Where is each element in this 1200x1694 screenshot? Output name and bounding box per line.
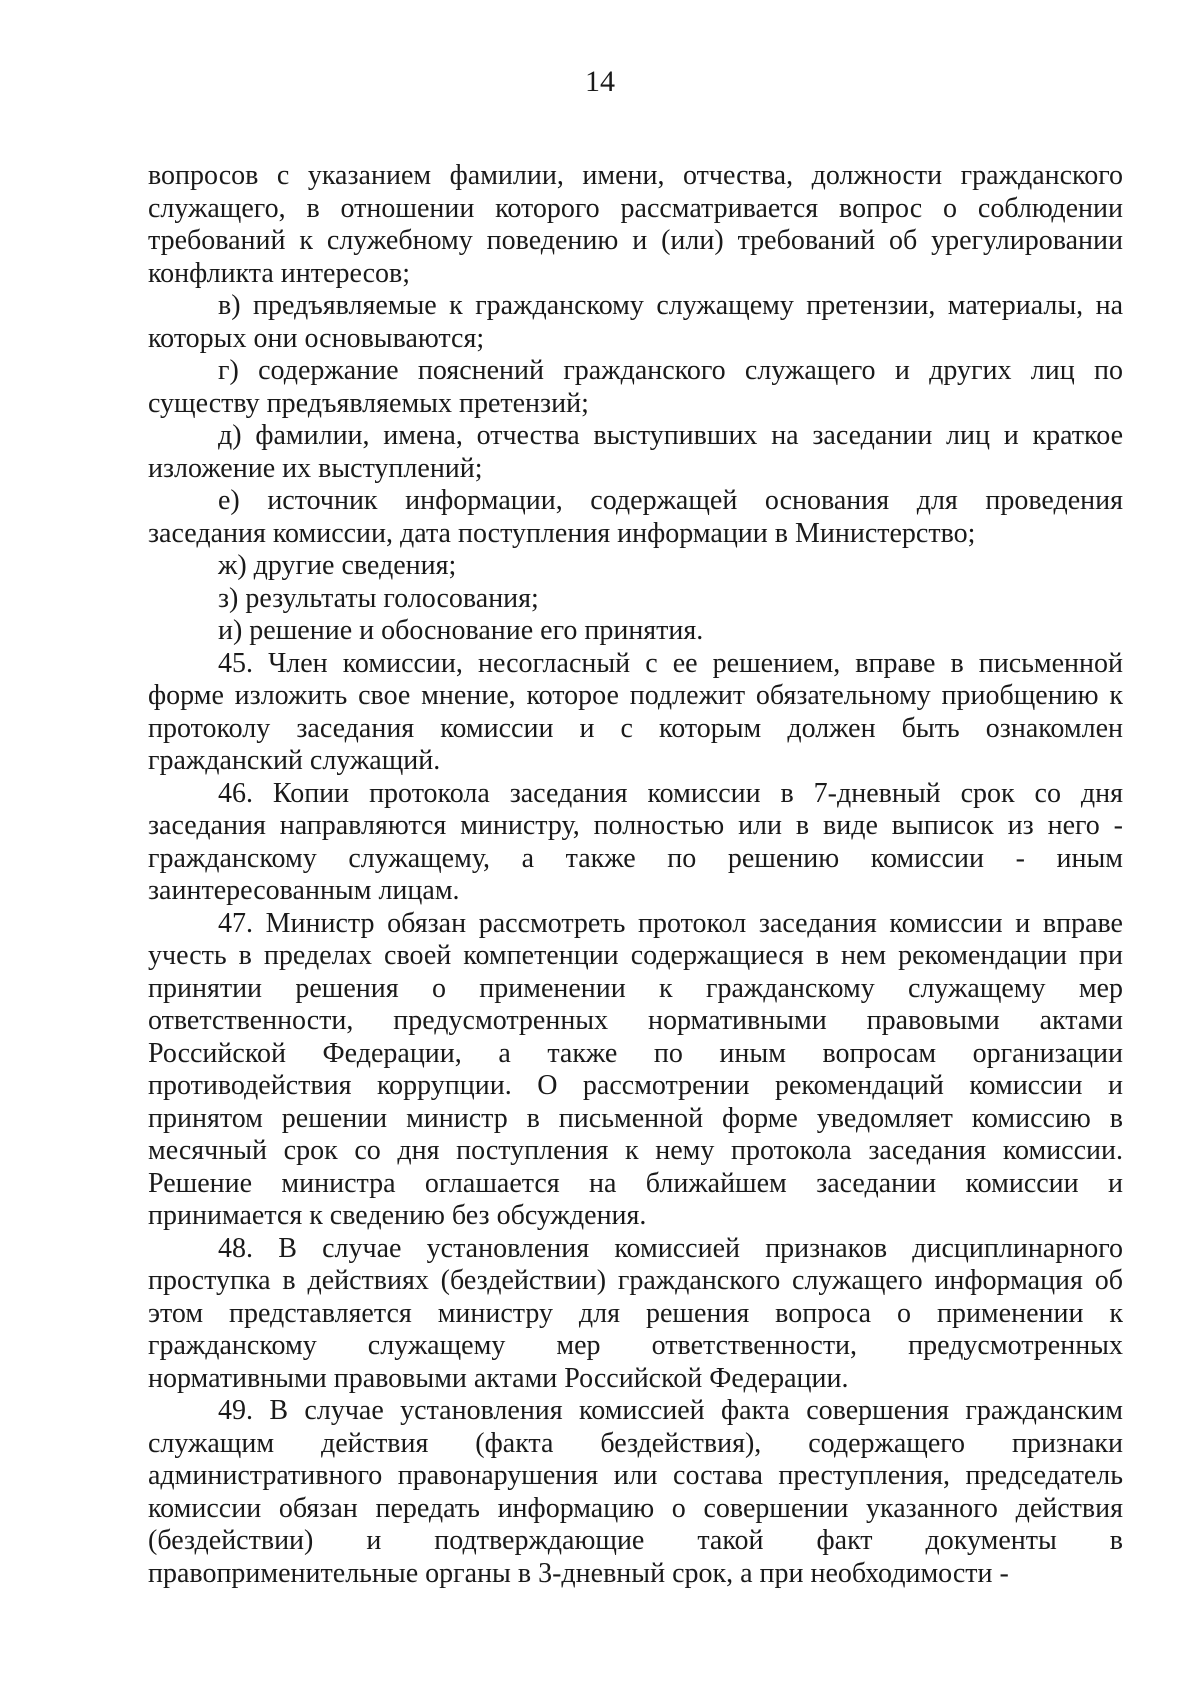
paragraph-item-z: з) результаты голосования;: [218, 582, 539, 614]
page-number: 14: [585, 65, 615, 98]
paragraph-48: 48. В случае установления комиссией признаков дисциплинарного проступка в действиях (бездействии) гражданского служащего информация об этом представляется министру для решения вопроса о применении к гражданскому служащему мер ответственности, предусмотренных нормативными правовыми актами Российской Федерации.: [148, 1232, 1123, 1394]
document-body: [148, 160, 1123, 1590]
paragraph-continuation: вопросов с указанием фамилии, имени, отчества, должности гражданского служащего, в отношении которого рассматривается вопрос о соблюдении требований к служебному поведению и (или) требований об урегулировании конфликта интересов;: [148, 160, 1123, 289]
paragraph-47: 47. Министр обязан рассмотреть протокол заседания комиссии и вправе учесть в пределах своей компетенции содержащиеся в нем рекомендации при принятии решения о применении к гражданскому служащему мер ответственности, предусмотренных нормативными правовыми актами Российской Федерации, а также по иным вопросам организации противодействия коррупции. О рассмотрении рекомендаций комиссии и принятом решении министр в письменной форме уведомляет комиссию в месячный срок со дня поступления к нему протокола заседания комиссии. Решение министра оглашается на ближайшем заседании комиссии и принимается к сведению без обсуждения.: [148, 907, 1123, 1231]
paragraph-46: 46. Копии протокола заседания комиссии в 7-дневный срок со дня заседания направляются министру, полностью или в виде выписок из него - гражданскому служащему, а также по решению комиссии - иным заинтересованным лицам.: [148, 777, 1123, 906]
paragraph-item-zh: ж) другие сведения;: [218, 550, 457, 581]
paragraph-49: 49. В случае установления комиссией факта совершения гражданским служащим действия (факта бездействия), содержащего признаки административного правонарушения или состава преступления, председатель комиссии обязан передать информацию о совершении указанного действия (бездействии) и подтверждающие такой факт документы в правоприменительные органы в 3-дневный срок, а при необходимости -: [148, 1395, 1123, 1589]
paragraph-item-g: г) содержание пояснений гражданского служащего и других лиц по существу предъявляемых претензий;: [148, 355, 1123, 419]
paragraph-45: 45. Член комиссии, несогласный с ее решением, вправе в письменной форме изложить свое мнение, которое подлежит обязательному приобщению к протоколу заседания комиссии и с которым должен быть ознакомлен гражданский служащий.: [148, 647, 1123, 776]
paragraph-item-e: е) источник информации, содержащей основания для проведения заседания комиссии, дата поступления информации в Министерство;: [148, 485, 1123, 549]
paragraph-item-i: и) решение и обоснование его принятия.: [218, 615, 704, 646]
paragraph-item-v: в) предъявляемые к гражданскому служащему претензии, материалы, на которых они основываются;: [148, 290, 1123, 354]
paragraph-item-d: д) фамилии, имена, отчества выступивших на заседании лиц и краткое изложение их выступлений;: [148, 420, 1123, 484]
